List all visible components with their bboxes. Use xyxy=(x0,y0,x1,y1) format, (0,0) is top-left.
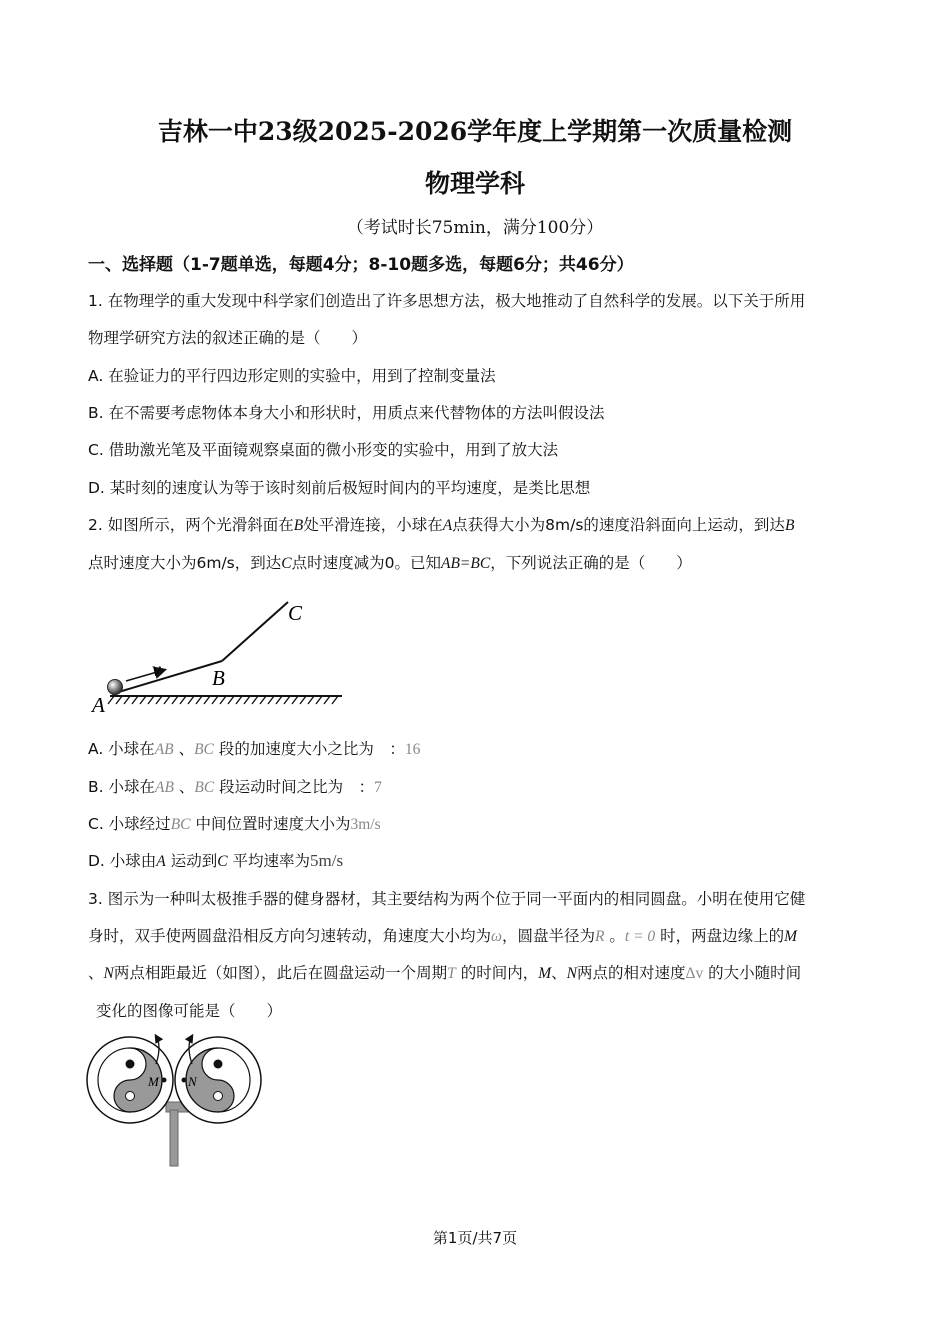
ground-hatching xyxy=(108,696,338,704)
point-c: C xyxy=(281,555,292,572)
q3-stem-line1: 3. 图示为一种叫太极推手器的健身器材，其主要结构为两个位于同一平面内的相同圆盘。小明在使用它健 xyxy=(88,890,806,908)
q1-option-c: C. 借助激光笔及平面镜观察桌面的微小形变的实验中，用到了放大法 xyxy=(88,441,559,459)
q2-option-c: C. 小球经过BC 中间位置时速度大小为3m/s xyxy=(88,815,381,833)
point-n xyxy=(182,1078,187,1083)
label-a: A xyxy=(92,693,105,717)
label-v: v xyxy=(152,659,161,681)
label-c: C xyxy=(288,601,303,625)
left-disc xyxy=(87,1037,173,1123)
label-n: N xyxy=(188,1074,197,1089)
ball xyxy=(108,680,123,695)
point-m xyxy=(162,1078,167,1083)
label-b: B xyxy=(212,666,225,690)
q3-stem-line2: 身时，双手使两圆盘沿相反方向匀速转动，角速度大小均为ω，圆盘半径为R 。t = 0 时，两盘边缘上的M xyxy=(88,927,798,945)
q2-option-d: D. 小球由A 运动到C 平均速率为5m/s xyxy=(88,851,344,870)
point-a: A xyxy=(442,517,453,534)
taiji-figure xyxy=(84,1034,264,1170)
q1-option-b: B. 在不需要考虑物体本身大小和形状时，用质点来代替物体的方法叫假设法 xyxy=(88,404,605,422)
q3-stem-line4: 变化的图像可能是（ ） xyxy=(96,1002,283,1020)
exam-title: 吉林一中23级2025-2026学年度上学期第一次质量检测 xyxy=(157,117,793,146)
q1-option-a: A. 在验证力的平行四边形定则的实验中，用到了控制变量法 xyxy=(88,367,496,385)
q3-stem-line3: 、N两点相距最近（如图），此后在圆盘运动一个周期T 的时间内，M、N两点的相对速度Δv 的大小随时间 xyxy=(88,964,802,982)
point-b: B xyxy=(293,517,304,534)
subject-title: 物理学科 xyxy=(424,169,525,198)
q2-stem-line2: 点时速度大小为6m/s，到达C点时速度减为0。已知AB=BC，下列说法正确的是（ ） xyxy=(88,554,692,572)
incline-ab xyxy=(112,661,222,694)
q2-option-a: A. 小球在AB 、BC 段的加速度大小之比为 ：16 xyxy=(88,740,421,758)
exam-note: （考试时长75min，满分100分） xyxy=(346,218,604,238)
incline-bc xyxy=(222,602,288,661)
section-heading: 一、选择题（1-7题单选，每题4分；8-10题多选，每题6分；共46分） xyxy=(88,255,634,275)
q1-stem-line1: 1. 在物理学的重大发现中科学家们创造出了许多思想方法，极大地推动了自然科学的发展。以下关于所用 xyxy=(88,292,806,310)
ab-equals-bc: AB=BC xyxy=(440,555,491,572)
incline-figure xyxy=(88,590,358,718)
label-m: M xyxy=(148,1074,159,1089)
q2-option-b: B. 小球在AB 、BC 段运动时间之比为 ：7 xyxy=(88,778,382,796)
q1-option-d: D. 某时刻的速度认为等于该时刻前后极短时间内的平均速度，是类比思想 xyxy=(88,479,591,497)
post xyxy=(170,1110,178,1166)
page-footer: 第1页/共7页 xyxy=(432,1229,518,1247)
q1-stem-line2: 物理学研究方法的叙述正确的是（ ） xyxy=(88,329,368,347)
q2-stem-line1: 2. 如图所示，两个光滑斜面在B处平滑连接，小球在A点获得大小为8m/s的速度沿斜面向上运动，到达B xyxy=(88,516,795,534)
